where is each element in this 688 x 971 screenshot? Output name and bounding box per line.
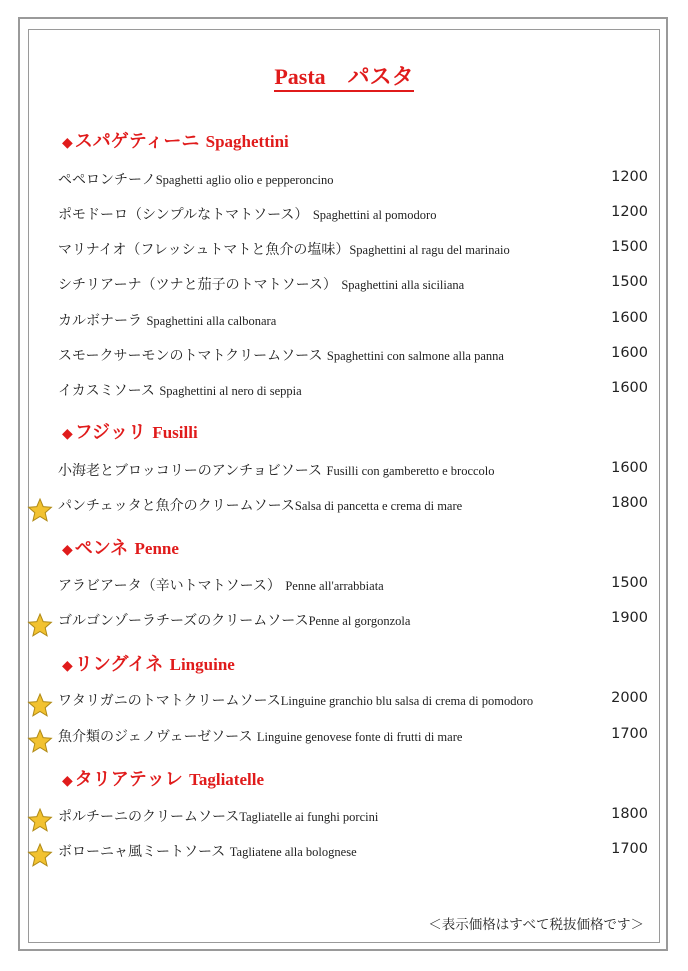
item-price: 1500: [611, 239, 648, 255]
menu-item: [58, 610, 648, 632]
star-icon: [27, 842, 53, 868]
star-icon: [27, 728, 53, 754]
item-it: Fusilli con gamberetto e broccolo: [326, 464, 495, 478]
section-ja: リングイネ: [74, 654, 164, 675]
item-it: Spaghetti aglio olio e pepperoncino: [155, 173, 334, 187]
item-price: 1800: [611, 495, 648, 511]
menu-item: [58, 239, 648, 261]
item-price: 1800: [611, 806, 648, 822]
item-ja: イカスミソース: [58, 383, 155, 399]
section-en: Spaghettini: [205, 132, 289, 151]
item-price: 1200: [611, 169, 648, 185]
menu-item: [58, 726, 648, 748]
star-icon: [27, 497, 53, 523]
item-ja: マリナイオ（フレッシュトマトと魚介の塩味）: [58, 242, 350, 258]
item-it: Spaghettini con salmone alla panna: [326, 349, 504, 363]
title-en: Pasta: [274, 64, 326, 89]
item-it: Linguine granchio blu salsa di crema di pomodoro: [280, 694, 534, 708]
item-it: Spaghettini alla calbonara: [146, 314, 277, 328]
item-price: 1600: [611, 380, 648, 396]
item-it: Spaghettini al pomodoro: [312, 208, 437, 222]
item-ja: ポモドーロ（シンプルなトマトソース）: [58, 207, 309, 223]
diamond-icon: ◆: [62, 542, 73, 558]
item-price: 1700: [611, 726, 648, 742]
menu-item: [58, 841, 648, 863]
item-price: 1600: [611, 310, 648, 326]
item-ja: カルボナーラ: [58, 313, 142, 329]
item-price: 1600: [611, 460, 648, 476]
menu-item: [58, 806, 648, 828]
menu-item: [58, 380, 648, 402]
item-it: Spaghettini al ragu del marinaio: [349, 243, 510, 257]
item-it: Spaghettini alla siciliana: [341, 278, 465, 292]
menu-item: [58, 690, 648, 712]
menu-item: [58, 169, 648, 191]
item-it: Linguine genovese fonte di frutti di mare: [256, 730, 463, 744]
item-price: 1600: [611, 345, 648, 361]
menu-item: [58, 345, 648, 367]
section-heading-penne: [62, 534, 179, 560]
item-it: Tagliatene alla bolognese: [229, 845, 357, 859]
menu-item: [58, 575, 648, 597]
star-icon: [27, 807, 53, 833]
item-ja: ゴルゴンゾーラチーズのクリームソース: [58, 613, 309, 629]
item-ja: スモークサーモンのトマトクリームソース: [58, 348, 323, 364]
section-heading-tagliatelle: [62, 765, 264, 791]
item-ja: ワタリガニのトマトクリームソース: [58, 693, 281, 709]
item-it: Penne al gorgonzola: [308, 614, 411, 628]
item-ja: ポルチーニのクリームソース: [58, 809, 240, 825]
menu-item: [58, 310, 648, 332]
item-price: 1900: [611, 610, 648, 626]
section-heading-linguine: [62, 650, 235, 676]
item-it: Penne all'arrabbiata: [285, 579, 384, 593]
menu-item: [58, 495, 648, 517]
section-ja: スパゲティーニ: [74, 131, 200, 152]
section-en: Linguine: [169, 655, 235, 674]
section-en: Tagliatelle: [189, 770, 264, 789]
item-ja: 小海老とブロッコリーのアンチョビソース: [58, 463, 323, 479]
item-it: Salsa di pancetta e crema di mare: [294, 499, 463, 513]
item-price: 1200: [611, 204, 648, 220]
diamond-icon: ◆: [62, 658, 73, 674]
item-price: 1700: [611, 841, 648, 857]
diamond-icon: ◆: [62, 773, 73, 789]
item-price: 1500: [611, 274, 648, 290]
section-ja: ペンネ: [74, 538, 129, 559]
item-ja: シチリアーナ（ツナと茄子のトマトソース）: [58, 277, 337, 293]
item-it: Spaghettini al nero di seppia: [159, 384, 302, 398]
diamond-icon: ◆: [62, 426, 73, 442]
item-ja: アラビアータ（辛いトマトソース）: [58, 578, 281, 594]
title-ja: パスタ: [347, 64, 414, 89]
item-ja: ボローニャ風ミートソース: [58, 844, 226, 860]
item-ja: 魚介類のジェノヴェーゼソース: [58, 729, 253, 745]
star-icon: [27, 692, 53, 718]
menu-item: [58, 204, 648, 226]
page-title: [0, 60, 688, 91]
item-price: 1500: [611, 575, 648, 591]
menu-item: [58, 460, 648, 482]
section-ja: タリアテッレ: [74, 769, 183, 790]
tax-note: ＜表示価格はすべて税抜価格です＞: [428, 917, 644, 933]
section-heading-spaghettini: [62, 127, 289, 153]
star-icon: [27, 612, 53, 638]
section-en: Fusilli: [152, 423, 198, 442]
section-ja: フジッリ: [74, 422, 147, 443]
item-ja: ペペロンチーノ: [58, 172, 156, 188]
menu-item: [58, 274, 648, 296]
section-heading-fusilli: [62, 418, 198, 444]
item-ja: パンチェッタと魚介のクリームソース: [58, 498, 295, 514]
item-it: Tagliatelle ai funghi porcini: [239, 810, 379, 824]
section-en: Penne: [134, 539, 179, 558]
diamond-icon: ◆: [62, 135, 73, 151]
item-price: 2000: [611, 690, 648, 706]
